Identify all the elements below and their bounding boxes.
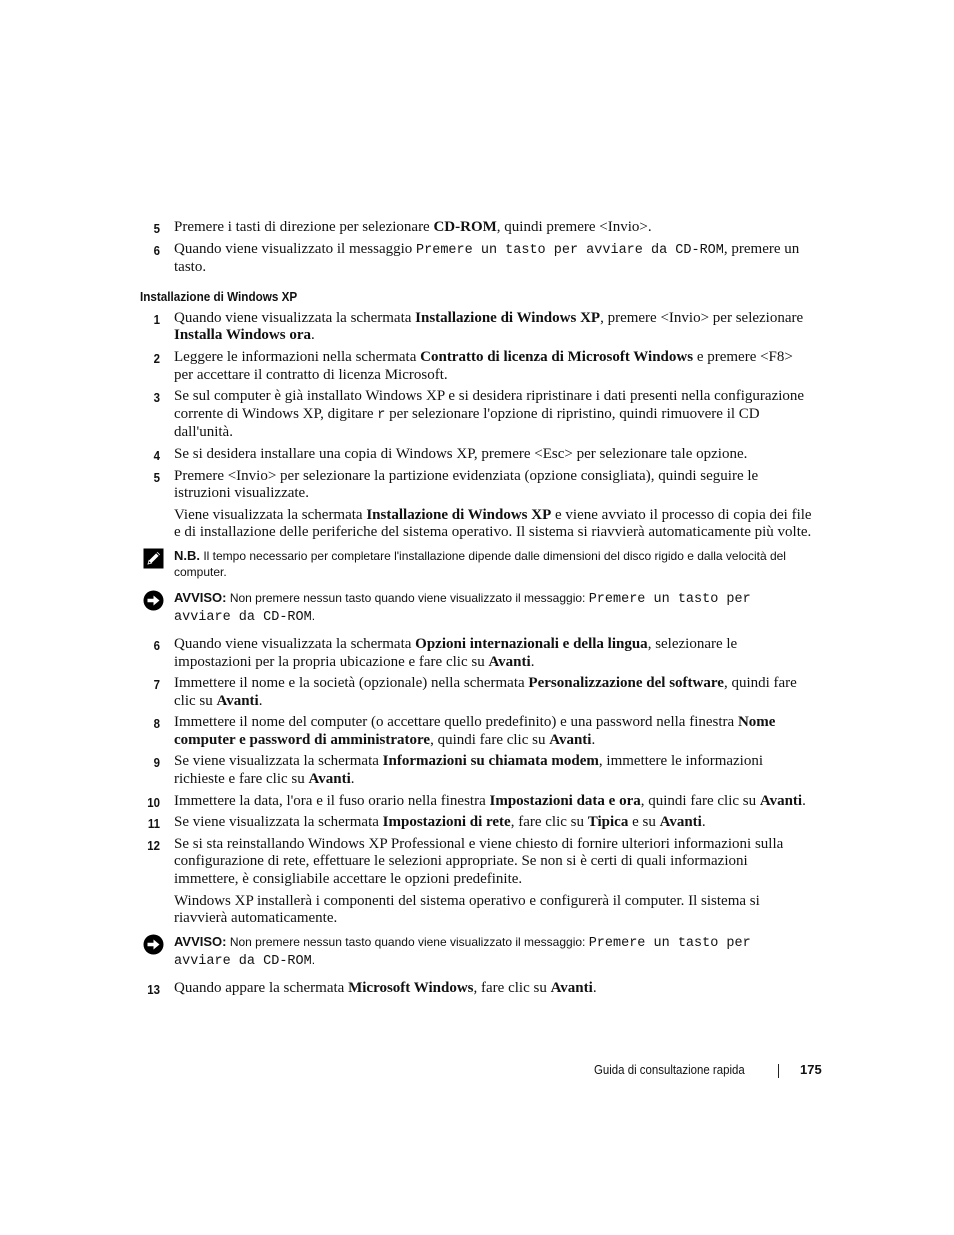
note-box: N.B. Il tempo necessario per completare l'installazione dipende dalle dimensioni del disco rigido e dalla velocità del computer.: [140, 548, 814, 580]
step-1: 1 Quando viene visualizzata la schermata Installazione di Windows XP, premere <Invio> per selezionare Installa Windows ora.: [140, 310, 814, 345]
step-number: 3: [153, 390, 160, 406]
step-number: 2: [153, 350, 160, 366]
step-10: 10 Immettere la data, l'ora e il fuso orario nella finestra Impostazioni data e ora, quindi fare clic su Avanti.: [140, 793, 814, 811]
step-9: 9 Se viene visualizzata la schermata Informazioni su chiamata modem, immettere le informazioni richieste e fare clic su Avanti.: [140, 753, 814, 788]
step-number: 5: [153, 221, 160, 236]
step-2: 2 Leggere le informazioni nella schermata Contratto di licenza di Microsoft Windows e premere <F8> per accettare il contratto di licenza Microsoft.: [140, 349, 814, 384]
step-number: 4: [153, 447, 160, 463]
page-number: 175: [800, 1062, 822, 1077]
step-11: 11 Se viene visualizzata la schermata Impostazioni di rete, fare clic su Tipica e su Avanti.: [140, 814, 814, 832]
step-number: 11: [147, 816, 160, 832]
step-12: 12 Se si sta reinstallando Windows XP Professional e viene chiesto di fornire ulteriori informazioni sulla configurazione di rete, effettuare le selezioni appropriate. Se non si è certi di quali informazioni immettere, è consigliabile accettare le opzioni predefinite.: [140, 836, 814, 889]
notice-box: AVVISO: Non premere nessun tasto quando viene visualizzato il messaggio: Premere un tasto per avviare da CD-ROM.: [140, 934, 814, 970]
footer-title: Guida di consultazione rapida: [594, 1062, 745, 1077]
step-5-boot: 5 Premere i tasti di direzione per selezionare CD-ROM, quindi premere <Invio>.: [140, 219, 814, 237]
arrow-circle-icon: [143, 590, 164, 611]
section-heading: Installazione di Windows XP: [140, 288, 298, 304]
step-number: 9: [153, 755, 160, 771]
step-7: 7 Immettere il nome e la società (opzionale) nella schermata Personalizzazione del software, quindi fare clic su Avanti.: [140, 675, 814, 710]
step-number: 12: [147, 837, 160, 853]
step-13: 13 Quando appare la schermata Microsoft Windows, fare clic su Avanti.: [140, 980, 814, 998]
step-number: 7: [153, 677, 160, 693]
step-number: 1: [153, 311, 160, 327]
step-4: 4 Se si desidera installare una copia di Windows XP, premere <Esc> per selezionare tale opzione.: [140, 446, 814, 464]
step-8: 8 Immettere il nome del computer (o accettare quello predefinito) e una password nella finestra Nome computer e password di amministratore, quindi fare clic su Avanti.: [140, 714, 814, 749]
footer-separator: [778, 1064, 779, 1078]
step-12-paragraph: Windows XP installerà i componenti del sistema operativo e configurerà il computer. Il sistema si riavvierà automaticamente.: [174, 892, 760, 927]
page-content: [140, 219, 814, 1001]
step-number: 8: [153, 716, 160, 732]
step-6: 6 Quando viene visualizzata la schermata Opzioni internazionali e della lingua, selezionare le impostazioni per la propria ubicazione e fare clic su Avanti.: [140, 636, 814, 671]
step-5: 5 Premere <Invio> per selezionare la partizione evidenziata (opzione consigliata), quindi seguire le istruzioni visualizzate.: [140, 468, 814, 503]
notice-box: AVVISO: Non premere nessun tasto quando viene visualizzato il messaggio: Premere un tasto per avviare da CD-ROM.: [140, 590, 814, 626]
step-number: 10: [147, 794, 160, 810]
step-number: 6: [153, 637, 160, 653]
step-number: 13: [147, 981, 160, 997]
pencil-note-icon: [143, 548, 164, 569]
step-5-paragraph: Viene visualizzata la schermata Installazione di Windows XP e viene avviato il processo di copia dei file e di installazione delle periferiche del sistema operativo. Il sistema si riavvierà automaticamente più volte.: [174, 506, 812, 541]
step-number: 5: [153, 469, 160, 485]
step-number: 6: [153, 242, 160, 258]
arrow-circle-icon: [143, 934, 164, 955]
step-6-boot: 6 Quando viene visualizzato il messaggio Premere un tasto per avviare da CD-ROM, premere un tasto.: [140, 241, 814, 277]
step-3: 3 Se sul computer è già installato Windows XP e si desidera ripristinare i dati presenti nella configurazione corrente di Windows XP, digitare r per selezionare l'opzione di ripristino, quindi rimuovere il CD dall'unità.: [140, 388, 814, 442]
